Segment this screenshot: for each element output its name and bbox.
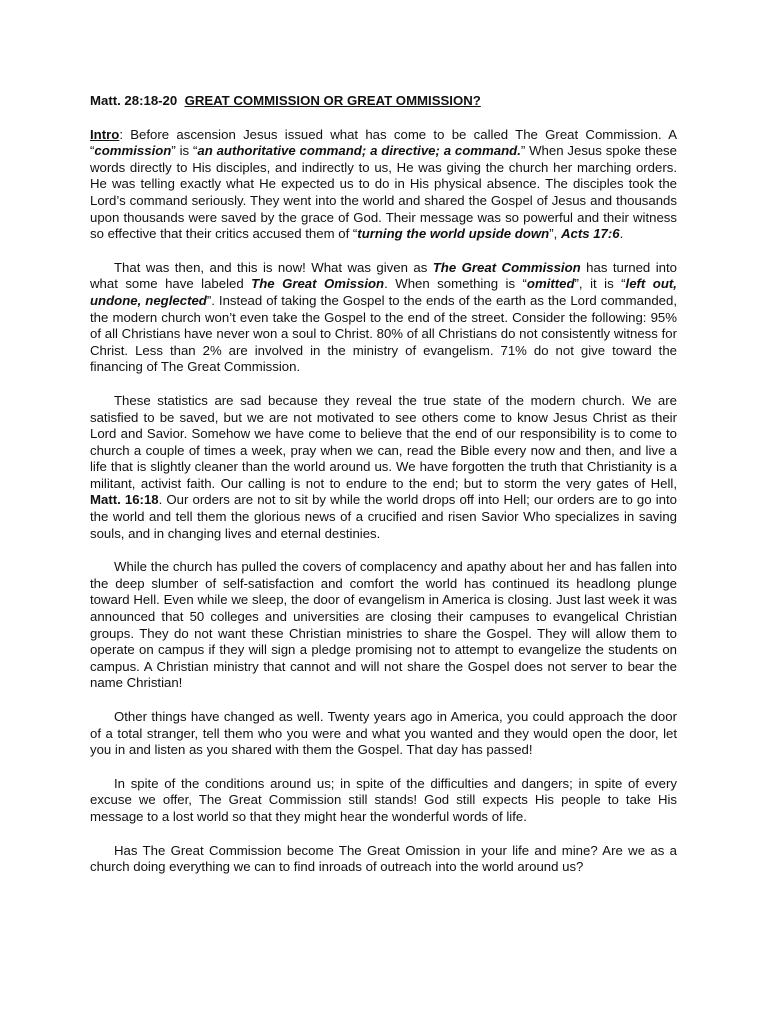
left-out-term: left out, undone, neglected xyxy=(90,276,677,308)
paragraph-6: In spite of the conditions around us; in spite of the difficulties and dangers; in spite of every excuse we offer, The Great Commission still stands! God still expects His people to take His message to a lost world so that they might hear the wonderful words of life. xyxy=(90,775,677,824)
omitted-term: omitted xyxy=(526,276,575,292)
paragraph-7: Has The Great Commission become The Great Omission in your life and mine? Are we as a church doing everything we can to find inroads of outreach into the world around us? xyxy=(90,842,677,875)
acts-reference: Acts 17:6 xyxy=(560,226,620,242)
page-title xyxy=(90,93,677,110)
commission-term: commission xyxy=(94,143,172,159)
title-text: GREAT COMMISSION OR GREAT OMMISSION? xyxy=(184,93,481,108)
scripture-reference: Matt. 28:18-20 xyxy=(90,93,178,108)
paragraph-5: Other things have changed as well. Twenty years ago in America, you could approach the door of a total stranger, tell them who you were and what you wanted and they would open the door, let you in and listen as you shared with them the Gospel. That day has passed! xyxy=(90,709,677,758)
paragraph-4: While the church has pulled the covers of complacency and apathy about her and has fallen into the deep slumber of self-satisfaction and comfort the world has continued its headlong plunge toward Hell. Even while we sleep, the door of evangelism in America is closing. Just last week it was announced that 50 colleges and universities are closing their campuses to evangelical Christian groups. They do not want these Christian ministries to share the Gospel. They will allow them to operate on campus if they will sign a pledge promising not to attempt to evangelize the students on campus. A Christian ministry that cannot and will not share the Gospel does not server to bear the name Christian! xyxy=(90,559,677,691)
matthew-reference: Matt. 16:18 xyxy=(90,492,159,508)
document-page xyxy=(90,93,677,893)
commission-definition: an authoritative command; a directive; a command. xyxy=(197,143,521,159)
intro-label: Intro xyxy=(90,126,120,142)
upside-down-quote: turning the world upside down xyxy=(357,226,550,242)
paragraph-2: That was then, and this is now! What was given as The Great Commission has turned into what some have labeled The Great Omission. When something is “omitted”, it is “left out, undone, neglected”. Instead of taking the Gospel to the ends of the earth as the Lord commanded, the modern church won’t even take the Gospel to the end of the street. Consider the following: 95% of all Christians have never won a soul to Christ. 80% of all Christians do not consistently witness for Christ. Less than 2% are involved in the ministry of evangelism. 71% do not give toward the financing of The Great Commission. xyxy=(90,259,677,375)
intro-paragraph: Intro: Before ascension Jesus issued what has come to be called The Great Commission. A “commission” is “an authoritative command; a directive; a command.” When Jesus spoke these words directly to His disciples, and indirectly to us, He was giving the church her marching orders. He was telling exactly what He expected us to do in His physical absence. The disciples took the Lord’s command seriously. They went into the world and shared the Gospel of Jesus and thousands upon thousands were saved by the grace of God. Their message was so powerful and their witness so effective that their critics accused them of “turning the world upside down”, Acts 17:6. xyxy=(90,126,677,242)
great-omission-term: The Great Omission xyxy=(251,276,385,292)
great-commission-term: The Great Commission xyxy=(432,259,581,275)
paragraph-3: These statistics are sad because they reveal the true state of the modern church. We are satisfied to be saved, but we are not motivated to see others come to know Jesus Christ as their Lord and Savior. Somehow we have come to believe that the end of our responsibility is to come to church a couple of times a week, pray when we can, read the Bible every now and then, and live a life that is slightly cleaner than the world around us. We have forgotten the truth that Christianity is a militant, activist faith. Our calling is not to endure to the end; but to storm the very gates of Hell, Matt. 16:18. Our orders are not to sit by while the world drops off into Hell; our orders are to go into the world and tell them the glorious news of a crucified and risen Savior Who specializes in saving souls, and in changing lives and eternal destinies. xyxy=(90,392,677,541)
